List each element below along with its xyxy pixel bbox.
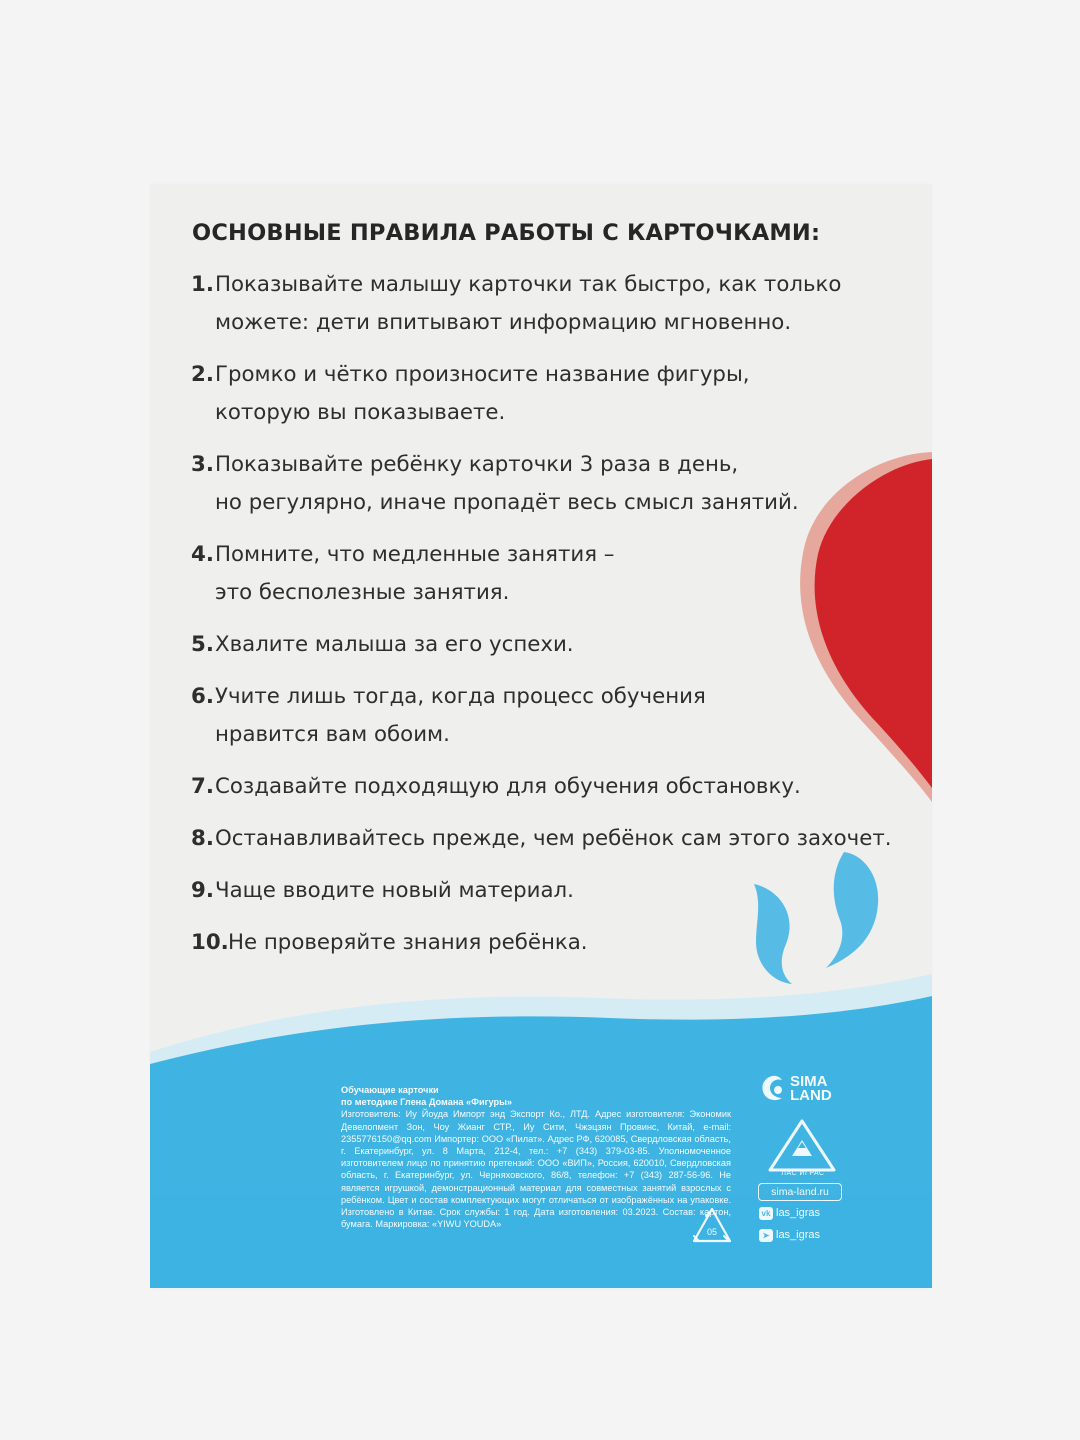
recycle-code: 05 bbox=[706, 1227, 718, 1237]
footer-legal-text: Изготовитель: Иу Йоуда Импорт энд Экспорт Ко., ЛТД. Адрес изготовителя: Экономик Девелопмент Зон, Чоу Жианг СТР., Иу Сити, Чжэцзян Провинс, Китай, e-mail: 2355776150@qq.com Импортер: ООО «Пилат». Адрес РФ, 620085, Свердловская область, г. Екатеринбург, ул. 8 Марта, 212-4, тел.: +7 (343) 379-03-85. Уполномоченное изготовителем лицо по принятию претензий: ООО «ВИП», Россия, 620010, Свердловская область, г. Екатеринбург, ул. Черняховского, 86/8, телефон: +7 (343) 287-56-96. Не является игрушкой, демонстрационный материал для совместных занятий взрослых с ребёнком. Цвет и состав комплектующих могут отличаться от изображённых на упаковке. Изготовлено в Китае. Срок службы: 1 год. Дата изготовления: 03.2023. Состав: картон, бумага. Маркировка: «YIWU YOUDA» bbox=[341, 1109, 731, 1230]
sima-land-wordmark bbox=[790, 1075, 832, 1103]
rule-text-line: Помните, что медленные занятия – bbox=[215, 542, 615, 567]
telegram-icon: ➤ bbox=[759, 1229, 773, 1242]
recycle-icon bbox=[690, 1206, 734, 1246]
rule-text-line: Показывайте малышу карточки так быстро, как только bbox=[215, 272, 842, 297]
rule-text-line: которую вы показываете. bbox=[215, 400, 506, 425]
rule-item bbox=[191, 924, 911, 962]
manufacturer-info bbox=[341, 1084, 731, 1230]
sima-text-line: SIMA bbox=[790, 1073, 828, 1090]
website-link[interactable]: sima-land.ru bbox=[758, 1183, 842, 1201]
vk-link[interactable] bbox=[759, 1205, 820, 1221]
rule-item bbox=[191, 446, 911, 522]
rule-number: 6. bbox=[191, 684, 214, 709]
rule-number: 1. bbox=[191, 272, 214, 297]
rule-text-line: Останавливайтесь прежде, чем ребёнок сам этого захочет. bbox=[215, 826, 892, 851]
las-igras-caption: ЛАС ИГРАС bbox=[781, 1170, 825, 1177]
rule-number: 9. bbox=[191, 878, 214, 903]
telegram-handle: las_igras bbox=[776, 1229, 821, 1241]
rule-text-line: это бесполезные занятия. bbox=[215, 580, 510, 605]
footer-title-line: по методике Глена Домана «Фигуры» bbox=[341, 1097, 513, 1108]
rule-number: 7. bbox=[191, 774, 214, 799]
rule-item bbox=[191, 266, 911, 342]
rule-item bbox=[191, 820, 911, 858]
vk-handle: las_igras bbox=[776, 1207, 821, 1219]
vk-icon: vk bbox=[759, 1207, 773, 1220]
rule-number: 8. bbox=[191, 826, 214, 851]
las-igras-logo-icon bbox=[766, 1118, 838, 1176]
rule-text-line: Громко и чётко произносите название фигуры, bbox=[215, 362, 750, 387]
rule-item bbox=[191, 536, 911, 612]
rule-number: 4. bbox=[191, 542, 214, 567]
rule-number: 5. bbox=[191, 632, 214, 657]
rule-text-line: Учите лишь тогда, когда процесс обучения bbox=[215, 684, 706, 709]
rule-number: 2. bbox=[191, 362, 214, 387]
sima-text-line: LAND bbox=[790, 1087, 832, 1104]
telegram-link[interactable] bbox=[759, 1227, 820, 1243]
rule-text-line: можете: дети впитывают информацию мгновенно. bbox=[215, 310, 792, 335]
rule-text-line: Создавайте подходящую для обучения обстановку. bbox=[215, 774, 801, 799]
rule-text-line: Не проверяйте знания ребёнка. bbox=[228, 930, 588, 955]
rule-text-line: Хвалите малыша за его успехи. bbox=[215, 632, 574, 657]
rule-number: 3. bbox=[191, 452, 214, 477]
rule-text-line: нравится вам обоим. bbox=[215, 722, 450, 747]
rule-text-line: Показывайте ребёнку карточки 3 раза в день, bbox=[215, 452, 739, 477]
footer-title-line: Обучающие карточки bbox=[341, 1085, 439, 1095]
rule-text-line: но регулярно, иначе пропадёт весь смысл занятий. bbox=[215, 490, 799, 515]
rule-text-line: Чаще вводите новый материал. bbox=[215, 878, 574, 903]
rule-item bbox=[191, 356, 911, 432]
instruction-card bbox=[150, 184, 932, 1288]
rule-item bbox=[191, 768, 911, 806]
rule-number: 10. bbox=[191, 930, 229, 955]
rules-list bbox=[191, 266, 911, 976]
rule-item bbox=[191, 872, 911, 910]
rule-item bbox=[191, 626, 911, 664]
card-title: ОСНОВНЫЕ ПРАВИЛА РАБОТЫ С КАРТОЧКАМИ: bbox=[192, 220, 821, 246]
rule-item bbox=[191, 678, 911, 754]
